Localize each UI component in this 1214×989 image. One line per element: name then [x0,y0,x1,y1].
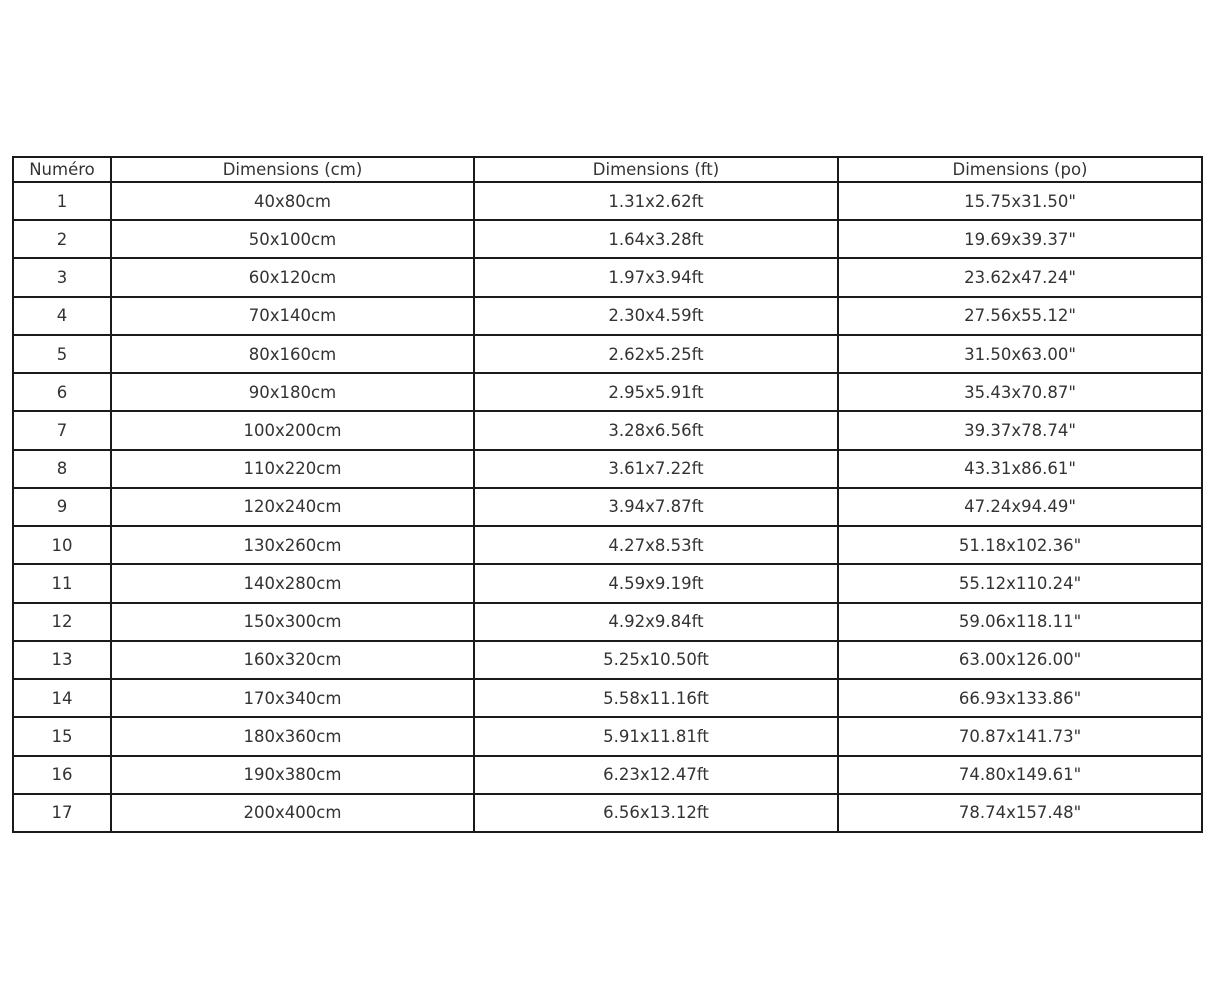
cell-po: 31.50x63.00" [838,335,1202,373]
table-row [13,411,1202,449]
cell-po: 23.62x47.24" [838,258,1202,296]
table-row [13,450,1202,488]
cell-cm: 150x300cm [111,603,474,641]
cell-po: 66.93x133.86" [838,679,1202,717]
table-row [13,794,1202,832]
table-row [13,182,1202,220]
size-conversion-table [12,156,1203,833]
cell-ft: 2.30x4.59ft [474,297,838,335]
table-row [13,258,1202,296]
cell-cm: 70x140cm [111,297,474,335]
cell-cm: 160x320cm [111,641,474,679]
cell-numero: 6 [13,373,111,411]
cell-cm: 120x240cm [111,488,474,526]
cell-ft: 2.62x5.25ft [474,335,838,373]
cell-cm: 50x100cm [111,220,474,258]
table-row [13,335,1202,373]
table-row [13,641,1202,679]
cell-cm: 110x220cm [111,450,474,488]
cell-ft: 6.23x12.47ft [474,756,838,794]
cell-cm: 80x160cm [111,335,474,373]
cell-ft: 5.91x11.81ft [474,717,838,755]
table-row [13,717,1202,755]
cell-ft: 1.64x3.28ft [474,220,838,258]
cell-po: 70.87x141.73" [838,717,1202,755]
cell-numero: 12 [13,603,111,641]
cell-po: 43.31x86.61" [838,450,1202,488]
cell-po: 35.43x70.87" [838,373,1202,411]
cell-po: 78.74x157.48" [838,794,1202,832]
cell-numero: 9 [13,488,111,526]
cell-po: 55.12x110.24" [838,564,1202,602]
cell-cm: 100x200cm [111,411,474,449]
cell-cm: 140x280cm [111,564,474,602]
cell-ft: 6.56x13.12ft [474,794,838,832]
table-row [13,526,1202,564]
cell-numero: 5 [13,335,111,373]
cell-po: 47.24x94.49" [838,488,1202,526]
table-body [13,182,1202,832]
table-row [13,603,1202,641]
column-header-po: Dimensions (po) [838,157,1202,182]
cell-po: 63.00x126.00" [838,641,1202,679]
table-row [13,756,1202,794]
cell-cm: 40x80cm [111,182,474,220]
cell-numero: 14 [13,679,111,717]
column-header-ft: Dimensions (ft) [474,157,838,182]
cell-ft: 3.28x6.56ft [474,411,838,449]
cell-po: 39.37x78.74" [838,411,1202,449]
cell-numero: 10 [13,526,111,564]
cell-cm: 200x400cm [111,794,474,832]
cell-po: 27.56x55.12" [838,297,1202,335]
cell-ft: 5.25x10.50ft [474,641,838,679]
cell-ft: 4.59x9.19ft [474,564,838,602]
cell-numero: 2 [13,220,111,258]
cell-numero: 4 [13,297,111,335]
cell-cm: 130x260cm [111,526,474,564]
table-row [13,220,1202,258]
cell-numero: 17 [13,794,111,832]
table-row [13,679,1202,717]
column-header-numero: Numéro [13,157,111,182]
table-header [13,157,1202,182]
table-row [13,297,1202,335]
cell-numero: 7 [13,411,111,449]
cell-ft: 4.27x8.53ft [474,526,838,564]
cell-numero: 15 [13,717,111,755]
table-row [13,564,1202,602]
cell-cm: 190x380cm [111,756,474,794]
cell-numero: 3 [13,258,111,296]
cell-ft: 4.92x9.84ft [474,603,838,641]
cell-ft: 1.31x2.62ft [474,182,838,220]
cell-numero: 13 [13,641,111,679]
cell-cm: 180x360cm [111,717,474,755]
cell-cm: 60x120cm [111,258,474,296]
cell-po: 19.69x39.37" [838,220,1202,258]
cell-numero: 8 [13,450,111,488]
cell-ft: 3.94x7.87ft [474,488,838,526]
cell-ft: 1.97x3.94ft [474,258,838,296]
table-header-row [13,157,1202,182]
cell-po: 59.06x118.11" [838,603,1202,641]
cell-cm: 170x340cm [111,679,474,717]
cell-ft: 5.58x11.16ft [474,679,838,717]
table-row [13,373,1202,411]
cell-numero: 1 [13,182,111,220]
cell-po: 51.18x102.36" [838,526,1202,564]
column-header-cm: Dimensions (cm) [111,157,474,182]
cell-ft: 2.95x5.91ft [474,373,838,411]
cell-numero: 11 [13,564,111,602]
cell-cm: 90x180cm [111,373,474,411]
cell-ft: 3.61x7.22ft [474,450,838,488]
cell-po: 74.80x149.61" [838,756,1202,794]
cell-po: 15.75x31.50" [838,182,1202,220]
table-row [13,488,1202,526]
cell-numero: 16 [13,756,111,794]
